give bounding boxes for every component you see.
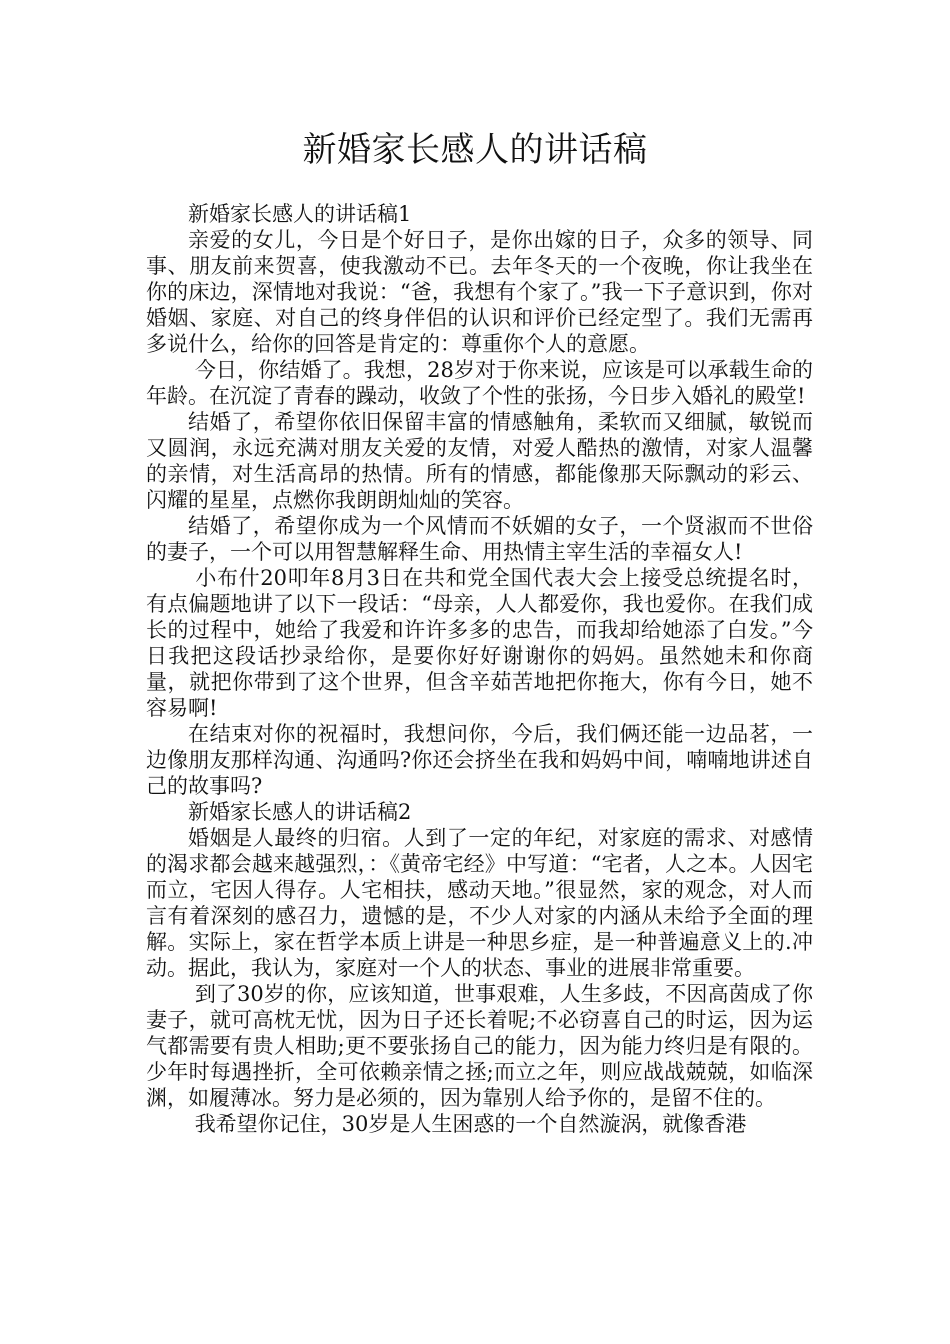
paragraph: 今日，你结婚了。我想，28岁对于你来说，应该是可以承载生命的年龄。在沉淀了青春的躁动，收敛了个性的张扬，今日步入婚礼的殿堂! <box>146 358 813 408</box>
paragraph: 结婚了，希望你成为一个风情而不妖媚的女子，一个贤淑而不世俗的妻子，一个可以用智慧解释生命、用热情主宰生活的幸福女人! <box>146 514 813 564</box>
paragraph: 我希望你记住，30岁是人生困惑的一个自然漩涡，就像香港 <box>188 1112 747 1136</box>
paragraph: 亲爱的女儿，今日是个好日子，是你出嫁的日子，众多的领导、同事、朋友前来贺喜，使我激动不已。去年冬天的一个夜晚，你让我坐在你的床边，深情地对我说：“爸，我想有个家了。”我一下子意识到，你对婚姻、家庭、对自己的终身伴侣的认识和评价已经定型了。我们无需再多说什么，给你的回答是肯定的：尊重你个人的意愿。 <box>146 228 813 356</box>
document-title: 新婚家长感人的讲话稿 <box>302 130 648 170</box>
section-heading-2: 新婚家长感人的讲话稿2 <box>188 800 412 824</box>
paragraph: 到了30岁的你，应该知道，世事艰难，人生多歧，不因高茵成了你妻子，就可高枕无忧，因为日子还长着呢;不必窃喜自己的时运，因为运气都需要有贵人相助;更不要张扬自己的能力，因为能力终归是有限的。少年时每遇挫折，全可依赖亲情之拯;而立之年，则应战战兢兢，如临深渊，如履薄冰。努力是必须的，因为靠别人给予你的，是留不住的。 <box>146 982 813 1110</box>
document-body <box>146 201 813 1137</box>
paragraph: 婚姻是人最终的归宿。人到了一定的年纪，对家庭的需求、对感情的渴求都会越来越强烈，：《黄帝宅经》中写道：“宅者，人之本。人因宅而立，宅因人得存。人宅相扶，感动天地。”很显然，家的观念，对人而言有着深刻的感召力，遗憾的是，不少人对家的内涵从未给予全面的理解。实际上，家在哲学本质上讲是一种思乡症，是一种普遍意义上的.冲动。据此，我认为，家庭对一个人的状态、事业的进展非常重要。 <box>146 826 813 980</box>
paragraph: 在结束对你的祝福时，我想问你，今后，我们俩还能一边品茗，一边像朋友那样沟通、沟通吗?你还会挤坐在我和妈妈中间，喃喃地讲述自己的故事吗? <box>146 722 813 798</box>
paragraph: 结婚了，希望你依旧保留丰富的情感触角，柔软而又细腻，敏锐而又圆润，永远充满对朋友关爱的友情，对爱人酷热的激情，对家人温馨的亲情，对生活高昂的热情。所有的情感，都能像那天际飘动的彩云、闪耀的星星，点燃你我朗朗灿灿的笑容。 <box>146 410 813 512</box>
section-heading-1: 新婚家长感人的讲话稿1 <box>188 202 412 226</box>
paragraph: 小布什20叩年8月3日在共和党全国代表大会上接受总统提名时，有点偏题地讲了以下一段话：“母亲，人人都爱你，我也爱你。在我们成长的过程中，她给了我爱和许许多多的忠告，而我却给她添了白发。”今日我把这段话抄录给你，是要你好好谢谢你的妈妈。虽然她未和你商量，就把你带到了这个世界，但含辛茹苦地把你拖大，你有今日，她不容易啊! <box>146 566 813 720</box>
